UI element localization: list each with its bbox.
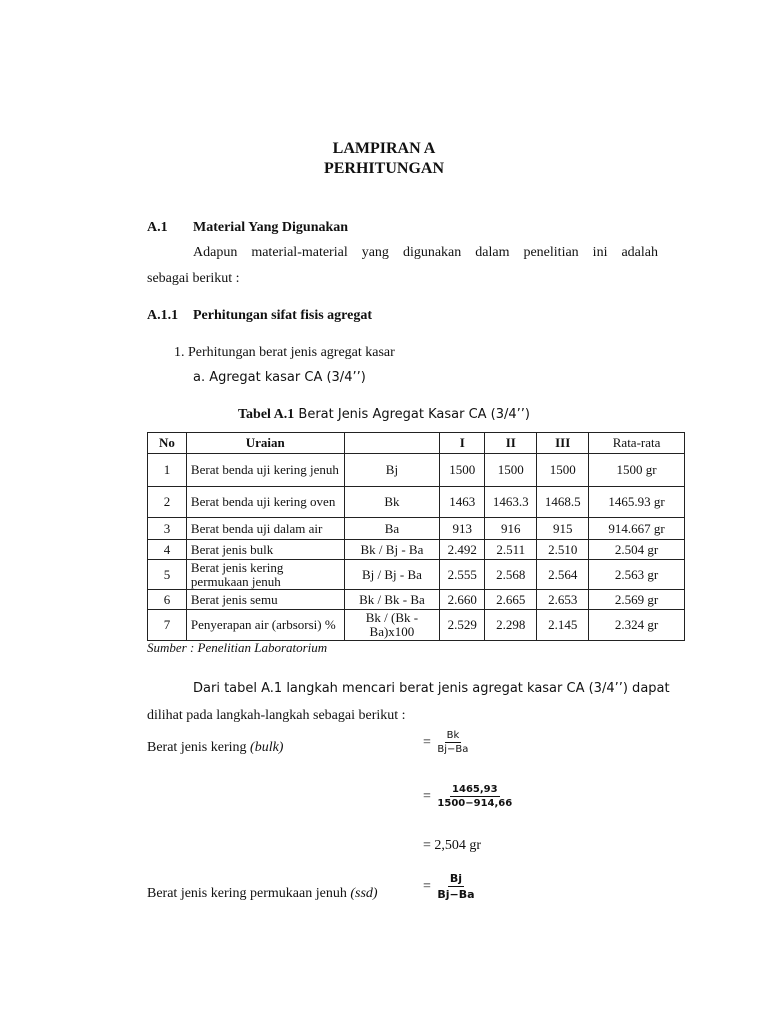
bulk-formula-numeric [423, 784, 514, 809]
header-rata-rata: Rata-rata [589, 433, 685, 454]
ssd-formula-symbolic [423, 872, 477, 901]
ssd-label [147, 886, 378, 902]
cell-uraian: Berat jenis semu [186, 590, 344, 610]
bulk-fraction [435, 730, 470, 755]
ssd-denominator: Bj−Ba [437, 888, 475, 901]
cell-ii: 2.665 [485, 590, 537, 610]
bulk-result: = 2,504 gr [423, 838, 482, 853]
cell-no: 5 [148, 560, 187, 590]
section-a1-paragraph-line2: sebagai berikut : [147, 271, 240, 286]
cell-rata-rata: 914.667 gr [589, 518, 685, 540]
table-caption [0, 407, 768, 423]
bulk-numeric-numerator: 1465,93 [452, 784, 498, 795]
header-uraian: Uraian [186, 433, 344, 454]
cell-i: 2.529 [440, 610, 485, 641]
list-item-1a: a. Agregat kasar CA (3/4’’) [193, 370, 366, 385]
bulk-numeric-denominator: 1500−914,66 [437, 798, 513, 809]
section-a11-title: Perhitungan sifat fisis agregat [193, 308, 373, 323]
bulk-denominator: Bj−Ba [437, 744, 469, 755]
cell-iii: 915 [537, 518, 589, 540]
bulk-label [147, 740, 283, 756]
header-i: I [440, 433, 485, 454]
cell-i: 1500 [440, 454, 485, 487]
cell-uraian: Berat jenis bulk [186, 540, 344, 560]
cell-no: 3 [148, 518, 187, 540]
header-no: No [148, 433, 187, 454]
paragraph2-line1: Dari tabel A.1 langkah mencari berat jenis agregat kasar CA (3/4’’) dapat [193, 681, 670, 696]
cell-i: 1463 [440, 487, 485, 518]
cell-iii: 2.510 [537, 540, 589, 560]
cell-formula: Bk [344, 487, 440, 518]
section-a1-paragraph-line1: Adapun material-material yang digunakan dalam penelitian ini adalah [193, 245, 658, 260]
cell-i: 2.492 [440, 540, 485, 560]
cell-iii: 1468.5 [537, 487, 589, 518]
cell-rata-rata: 1500 gr [589, 454, 685, 487]
paragraph2-line2: dilihat pada langkah-langkah sebagai berikut : [147, 708, 406, 723]
cell-rata-rata: 2.324 gr [589, 610, 685, 641]
cell-iii: 2.145 [537, 610, 589, 641]
cell-no: 4 [148, 540, 187, 560]
cell-no: 1 [148, 454, 187, 487]
table-caption-label: Tabel A.1 [237, 407, 295, 422]
cell-iii: 2.653 [537, 590, 589, 610]
cell-iii: 2.564 [537, 560, 589, 590]
cell-formula: Bj / Bj - Ba [344, 560, 440, 590]
cell-ii: 2.568 [485, 560, 537, 590]
table-row [148, 518, 685, 540]
section-a11-number: A.1.1 [147, 308, 179, 323]
table-source: Sumber : Penelitian Laboratorium [147, 640, 328, 655]
bulk-label-text: Berat jenis kering [147, 740, 251, 755]
table-row [148, 540, 685, 560]
cell-rata-rata: 2.504 gr [589, 540, 685, 560]
equals-sign: = [423, 878, 431, 894]
aggregate-table [147, 432, 685, 641]
cell-ii: 1463.3 [485, 487, 537, 518]
equals-sign: = [423, 734, 431, 750]
cell-rata-rata: 2.569 gr [589, 590, 685, 610]
section-a1-title: Material Yang Digunakan [193, 220, 349, 235]
ssd-label-italic: (ssd) [350, 886, 378, 901]
cell-uraian: Berat benda uji kering oven [186, 487, 344, 518]
table-row [148, 454, 685, 487]
cell-i: 2.555 [440, 560, 485, 590]
section-a1-number: A.1 [147, 220, 168, 235]
table-row [148, 560, 685, 590]
table-row [148, 610, 685, 641]
cell-rata-rata: 1465.93 gr [589, 487, 685, 518]
cell-i: 2.660 [440, 590, 485, 610]
list-item-1: 1. Perhitungan berat jenis agregat kasar [174, 345, 395, 360]
heading-perhitungan: PERHITUNGAN [323, 160, 444, 177]
header-iii: III [537, 433, 589, 454]
heading-lampiran: LAMPIRAN A [332, 140, 436, 157]
cell-ii: 916 [485, 518, 537, 540]
cell-formula: Ba [344, 518, 440, 540]
cell-uraian: Berat jenis kering permukaan jenuh [186, 560, 344, 590]
cell-uraian: Berat benda uji kering jenuh [186, 454, 344, 487]
table-row [148, 590, 685, 610]
ssd-fraction [435, 872, 476, 901]
header-ii: II [485, 433, 537, 454]
cell-no: 2 [148, 487, 187, 518]
cell-ii: 2.511 [485, 540, 537, 560]
table-caption-text: Berat Jenis Agregat Kasar CA (3/4’’) [294, 407, 531, 422]
bulk-formula-symbolic [423, 730, 470, 755]
table-row [148, 487, 685, 518]
bulk-numerator: Bk [446, 730, 460, 741]
equals-sign: = [423, 788, 431, 804]
cell-formula: Bk / Bk - Ba [344, 590, 440, 610]
cell-rata-rata: 2.563 gr [589, 560, 685, 590]
bulk-label-italic: (bulk) [250, 740, 284, 755]
ssd-label-text: Berat jenis kering permukaan jenuh [147, 886, 351, 901]
table-header-row [148, 433, 685, 454]
ssd-numerator: Bj [449, 872, 463, 885]
bulk-numeric-fraction [435, 784, 514, 809]
cell-iii: 1500 [537, 454, 589, 487]
header-formula [344, 433, 440, 454]
cell-no: 6 [148, 590, 187, 610]
cell-ii: 1500 [485, 454, 537, 487]
cell-formula: Bj [344, 454, 440, 487]
cell-ii: 2.298 [485, 610, 537, 641]
cell-formula: Bk / Bj - Ba [344, 540, 440, 560]
cell-formula: Bk / (Bk - Ba)x100 [344, 610, 440, 641]
cell-i: 913 [440, 518, 485, 540]
cell-uraian: Penyerapan air (arbsorsi) % [186, 610, 344, 641]
cell-no: 7 [148, 610, 187, 641]
cell-uraian: Berat benda uji dalam air [186, 518, 344, 540]
